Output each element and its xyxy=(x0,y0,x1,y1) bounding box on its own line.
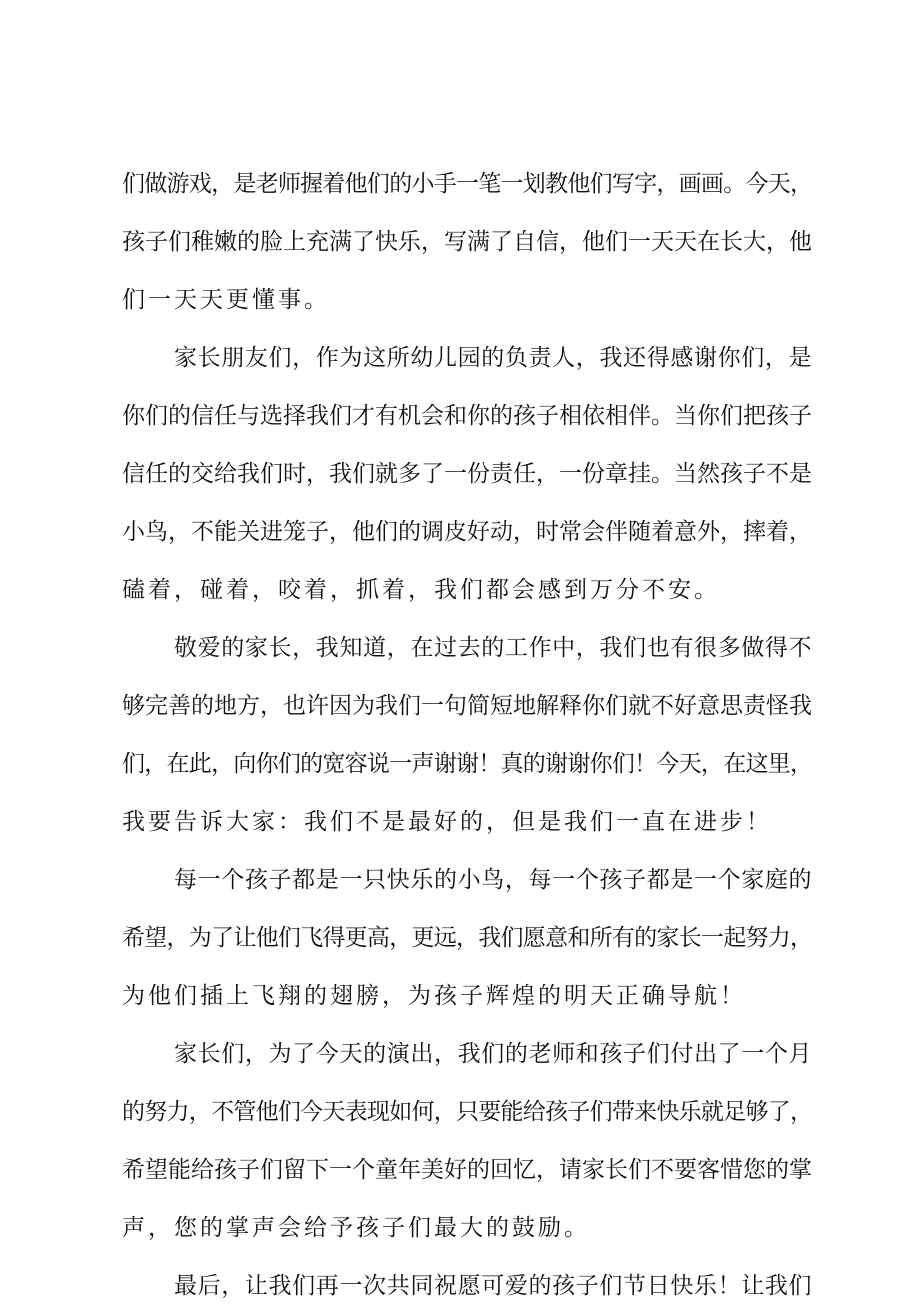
paragraph-1-line-2: 孩子们稚嫩的脸上充满了快乐，写满了自信，他们一天天在长大，他 xyxy=(122,229,812,255)
paragraph-4-line-3: 为他们插上飞翔的翅膀，为孩子辉煌的明天正确导航！ xyxy=(122,983,746,1009)
paragraph-3-line-3: 们，在此，向你们的宽容说一声谢谢！真的谢谢你们！今天，在这里， xyxy=(122,751,812,777)
paragraph-5-line-3: 希望能给孩子们留下一个童年美好的回忆，请家长们不要客惜您的掌 xyxy=(122,1157,812,1183)
paragraph-6-line-1: 最后，让我们再一次共同祝愿可爱的孩子们节日快乐！让我们 xyxy=(174,1273,812,1299)
paragraph-2-line-1: 家长朋友们，作为这所幼儿园的负责人，我还得感谢你们，是 xyxy=(174,345,812,371)
paragraph-2-line-5: 磕着，碰着，咬着，抓着，我们都会感到万分不安。 xyxy=(122,577,720,603)
paragraph-3-line-1: 敬爱的家长，我知道，在过去的工作中，我们也有很多做得不 xyxy=(174,635,812,661)
paragraph-2-line-4: 小鸟，不能关进笼子，他们的调皮好动，时常会伴随着意外，摔着， xyxy=(122,519,812,545)
paragraph-5-line-2: 的努力，不管他们今天表现如何，只要能给孩子们带来快乐就足够了， xyxy=(122,1099,812,1125)
paragraph-2-line-2: 你们的信任与选择我们才有机会和你的孩子相依相伴。当你们把孩子 xyxy=(122,403,812,429)
paragraph-3-line-2: 够完善的地方，也许因为我们一句简短地解释你们就不好意思责怪我 xyxy=(122,693,812,719)
paragraph-4-line-1: 每一个孩子都是一只快乐的小鸟，每一个孩子都是一个家庭的 xyxy=(174,867,812,893)
paragraph-5-line-4: 声，您的掌声会给予孩子们最大的鼓励。 xyxy=(122,1215,590,1241)
paragraph-3-line-4: 我要告诉大家：我们不是最好的，但是我们一直在进步！ xyxy=(122,809,772,835)
paragraph-5-line-1: 家长们，为了今天的演出，我们的老师和孩子们付出了一个月 xyxy=(174,1041,812,1067)
paragraph-1-line-3: 们一天天更懂事。 xyxy=(122,287,330,313)
paragraph-2-line-3: 信任的交给我们时，我们就多了一份责任，一份章挂。当然孩子不是 xyxy=(122,461,812,487)
document-body xyxy=(122,155,812,1315)
paragraph-4-line-2: 希望，为了让他们飞得更高，更远，我们愿意和所有的家长一起努力， xyxy=(122,925,812,951)
paragraph-1-line-1: 们做游戏，是老师握着他们的小手一笔一划教他们写字，画画。今天， xyxy=(122,171,812,197)
